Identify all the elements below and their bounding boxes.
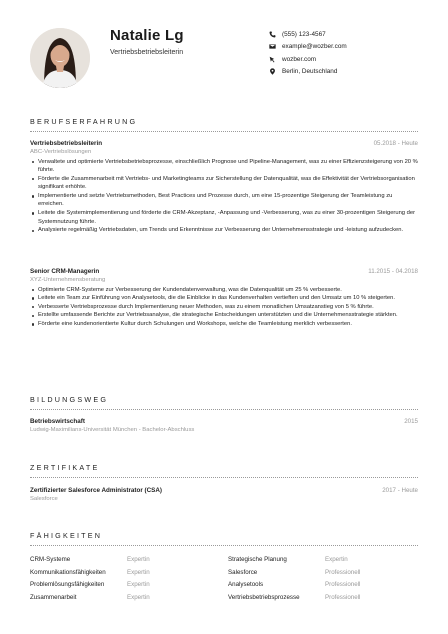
skill-level: Expertin (127, 568, 150, 576)
section-divider (30, 477, 418, 478)
job-bullets (30, 286, 418, 329)
candidate-name: Natalie Lg (110, 27, 184, 44)
section-experience (30, 117, 418, 132)
skill-name: Zusammenarbeit (30, 594, 77, 602)
school-name: Ludwig-Maximilians-Universität München - Bachelor-Abschluss (30, 426, 195, 433)
company-name: ABC-Vertriebslösungen (30, 148, 92, 155)
skill-name: Problemlösungsfähigkeiten (30, 581, 105, 589)
job-date: 11.2015 - 04.2018 (368, 268, 418, 275)
skill-item (30, 591, 220, 604)
contact-phone-text: (555) 123-4567 (282, 30, 326, 38)
job-bullet: Analysierte regelmäßig Vertriebsdaten, um Trends und Erkenntnisse zur Verbesserung der Unternehmensstrategie und -leistung aufzudecken. (30, 226, 418, 235)
skills-column (30, 553, 220, 604)
job-bullet: Optimierte CRM-Systeme zur Verbesserung der Kundendatenverwaltung, was die Datenqualität um 25 % verbesserte. (30, 286, 418, 295)
job-bullet: Leitete die Systemimplementierung und förderte die CRM-Akzeptanz, -Anpassung und -Verbesserung, was zu einer 30-prozentigen Steigerung der Systemnutzung führte. (30, 209, 418, 226)
contact-email[interactable] (268, 41, 347, 54)
job-date: 05.2018 - Heute (373, 140, 418, 147)
skill-level: Professionell (325, 594, 361, 602)
degree-title: Betriebswirtschaft (30, 418, 85, 425)
skill-level: Professionell (325, 581, 361, 589)
skill-name: CRM-Systeme (30, 555, 71, 563)
section-education (30, 395, 418, 410)
resume-header (0, 0, 448, 100)
skill-level: Expertin (127, 555, 150, 563)
education-entry (30, 418, 418, 433)
experience-entry (30, 140, 418, 235)
link-icon (268, 55, 276, 63)
contact-location (268, 66, 347, 79)
skill-item (228, 591, 418, 604)
job-bullet: Förderte eine kundenorientierte Kultur durch Schulungen und Workshops, welche die Teamleistung merklich verbesserten. (30, 320, 418, 329)
skill-name: Analysetools (228, 581, 264, 589)
section-title: ZERTIFIKATE (30, 463, 100, 472)
certificate-date: 2017 - Heute (382, 487, 418, 494)
job-title: Senior CRM-Managerin (30, 268, 100, 275)
section-divider (30, 545, 418, 546)
skill-level: Expertin (127, 594, 150, 602)
location-pin-icon (268, 68, 276, 76)
contact-list (268, 28, 347, 78)
skill-item (30, 566, 220, 579)
certificate-title: Zertifizierter Salesforce Administrator (CSA) (30, 487, 163, 494)
profile-photo (30, 28, 90, 88)
skill-name: Salesforce (228, 568, 258, 576)
skill-level: Expertin (325, 555, 348, 563)
section-title: BERUFSERFAHRUNG (30, 117, 138, 126)
section-divider (30, 131, 418, 132)
skill-item (228, 566, 418, 579)
job-bullet: Implementierte und setzte Vertriebsmethoden, Best Practices und Prozesse durch, um eine 15-prozentige Steigerung der Teamleistung zu erreichen. (30, 192, 418, 209)
candidate-title: Vertriebsbetriebsleiterin (110, 49, 184, 56)
skill-name: Kommunikationsfähigkeiten (30, 568, 106, 576)
job-bullet: Förderte die Zusammenarbeit mit Vertriebs- und Marketingteams zur Sicherstellung der Datenqualität, was die Effektivität der Vertriebsorganisation signifikant erhöhte. (30, 175, 418, 192)
section-certificates (30, 463, 418, 478)
job-bullets (30, 158, 418, 235)
contact-location-text: Berlin, Deutschland (282, 68, 338, 76)
education-date: 2015 (404, 418, 418, 425)
contact-website-text[interactable]: wozber.com (282, 55, 317, 63)
skill-level: Expertin (127, 581, 150, 589)
profile-photo-image (30, 28, 90, 88)
experience-entry (30, 268, 418, 328)
section-divider (30, 409, 418, 410)
job-bullet: Erstellte umfassende Berichte zur Vertriebsanalyse, die strategische Entscheidungen unterstützten und die Unternehmensstrategie stärkten. (30, 311, 418, 320)
skill-item (228, 553, 418, 566)
contact-website[interactable] (268, 53, 347, 66)
section-skills (30, 531, 418, 546)
skill-name: Strategische Planung (228, 555, 287, 563)
job-title: Vertriebsbetriebsleiterin (30, 140, 103, 147)
skill-item (228, 579, 418, 592)
section-title: FÄHIGKEITEN (30, 531, 103, 540)
skills-column (228, 553, 418, 604)
skill-name: Vertriebsbetriebsprozesse (228, 594, 300, 602)
contact-email-text[interactable]: example@wozber.com (282, 43, 347, 51)
skill-item (30, 553, 220, 566)
skill-level: Professionell (325, 568, 361, 576)
skill-item (30, 579, 220, 592)
phone-icon (268, 30, 276, 38)
company-name: XYZ-Unternehmensberatung (30, 276, 106, 283)
contact-phone (268, 28, 347, 41)
section-title: BILDUNGSWEG (30, 395, 109, 404)
job-bullet: Verbesserte Vertriebsprozesse durch Implementierung neuer Methoden, was zu einem monatlichen Umsatzanstieg von 5 % führte. (30, 303, 418, 312)
certificate-issuer: Salesforce (30, 495, 58, 502)
job-bullet: Leitete ein Team zur Einführung von Analysetools, die die Einblicke in das Kundenverhalten vertieften und den Umsatz um 10 % steigerten. (30, 294, 418, 303)
email-icon (268, 43, 276, 51)
certificate-entry (30, 487, 418, 502)
job-bullet: Verwaltete und optimierte Vertriebsbetriebsprozesse, einschließlich Prognose und Pipeline-Management, was zu einer Effizienzsteigerung von 20 % führte. (30, 158, 418, 175)
